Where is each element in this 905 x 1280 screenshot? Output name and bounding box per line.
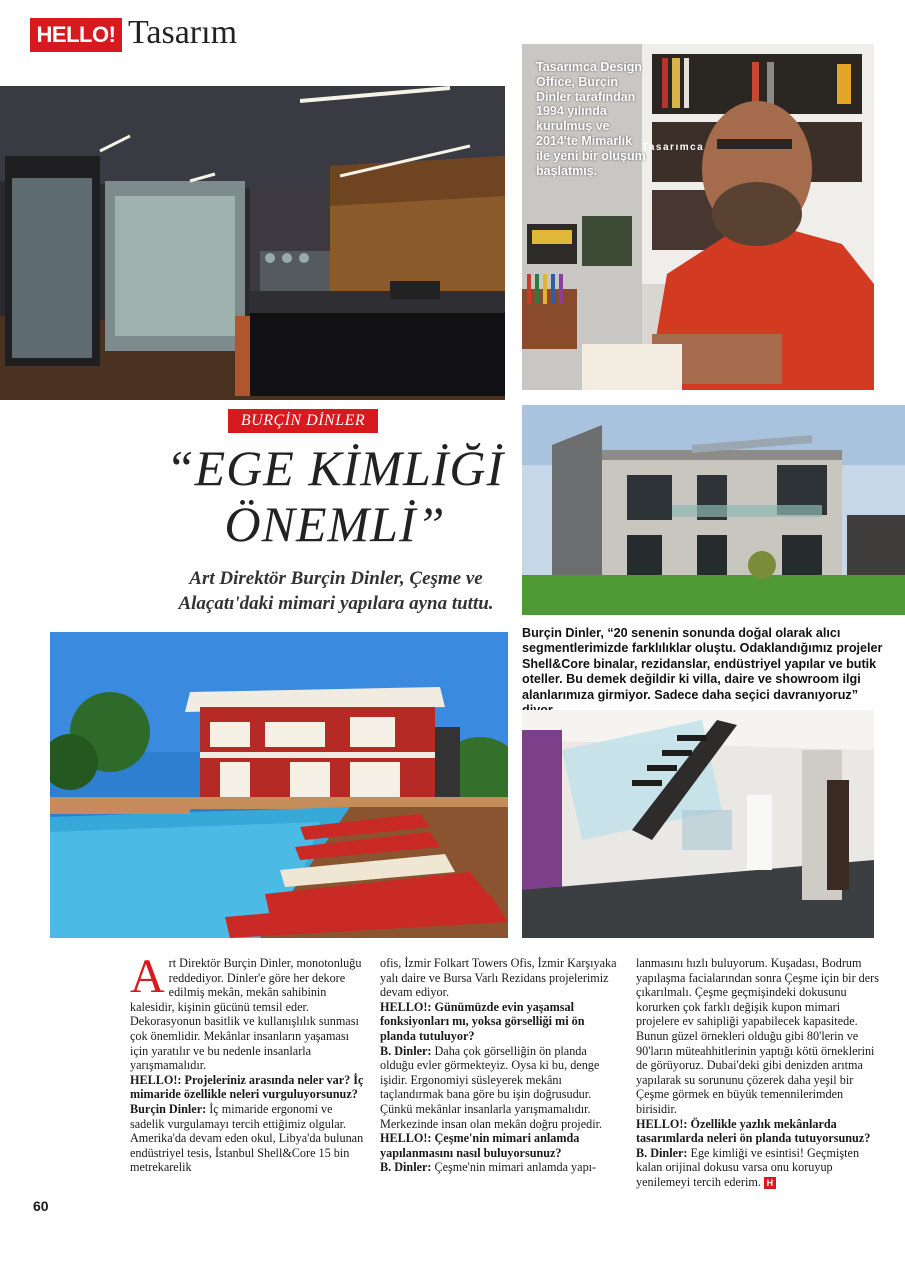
answer <box>636 1146 886 1190</box>
headline-line-1: “EGE KİMLİĞİ <box>165 440 505 496</box>
section-title: Tasarım <box>128 14 238 51</box>
portrait-caption: Tasarımca Design Office, Burçin Dinler tarafından 1994 yılında kurulmuş ve 2014'te Mimarlık ile yeni bir oluşum başlatmış. <box>536 60 646 178</box>
headline <box>150 440 520 552</box>
answer-lead: B. Dinler: <box>636 1145 688 1160</box>
office-interior-photo <box>0 86 505 400</box>
watermark-text: Tasarımca <box>642 142 705 153</box>
question: HELLO!: Projeleriniz arasında neler var? İç mimaride özellikle neleri vurguluyorsunuz? <box>130 1072 364 1102</box>
answer <box>380 1160 620 1175</box>
staircase-interior-photo <box>522 710 874 938</box>
question: HELLO!: Özellikle yazlık mekânlarda tasarımlarda neleri ön planda tutuyorsunuz? <box>636 1116 871 1146</box>
body-column-1 <box>130 950 368 1175</box>
body-column-3 <box>636 956 886 1190</box>
page-number: 60 <box>33 1198 49 1214</box>
hello-logo: HELLO! <box>30 18 122 52</box>
paragraph: ofis, İzmir Folkart Towers Ofis, İzmir Karşıyaka yalı daire ve Bursa Varlı Rezidans projelerimiz devam ediyor. <box>380 956 617 1000</box>
answer-lead: B. Dinler: <box>380 1043 432 1058</box>
answer <box>380 1044 620 1132</box>
paragraph: lanmasını hızlı buluyorum. Kuşadası, Bodrum yapılaşma facialarından sonra Çeşme için bir ders çıkarılmalı. Çeşme geçmişindeki dokusunu korurken çok farklı değişik kupon mimari projelere ev sahipliği yapabilecek kapasitede. Bunun güzel örnekleri olduğu gibi 80'lerin ve 90'ların müteahhitlerinin yaptığı kötü örneklerini de görüyoruz. Dubai'deki gibi denizden arıtma yapılarak su sorununu çözerek daha yeşil bir Çeşme görmek en büyük temennilerimden birisidir. <box>636 956 879 1116</box>
answer-text: Ege kimliği ve esintisi! Geçmişten kalan orijinal dokusu varsa onu koruyup yenilemeyi tercih ederim. <box>636 1145 860 1189</box>
question: HELLO!: Günümüzde evin yaşamsal fonksiyonları mı, yoksa görselliği mi ön planda tutuluyor? <box>380 999 585 1043</box>
intro-paragraph: rt Direktör Burçin Dinler, monotonluğu reddediyor. Dinler'e göre her dekore edilmiş mekân, mekân sahibinin kalesidir, kişinin gücünü temsil eder. Dekorasyonun basitlik ve kullanışlılık sunması çok önemlidir. Mekânlar insanların yaşaması için yaratılır ve bu nedenle insanlarla yarışmamalıdır. <box>130 956 362 1073</box>
subheadline: Art Direktör Burçin Dinler, Çeşme ve Alaçatı'daki mimari yapılara ayna tuttu. <box>178 568 494 614</box>
red-villa-pool-photo <box>50 632 508 938</box>
answer <box>130 1102 368 1175</box>
answer-text: Çeşme'nin mimari anlamda yapı- <box>434 1160 597 1175</box>
quote-caption: Burçin Dinler, “20 senenin sonunda doğal olarak alıcı segmentlerimizde farklılıklar oluştu. Odaklandığımız projeler Shell&Core binalar, rezidanslar, endüstriyel yapılar ve butik oteller. Bu demek değildir ki villa, daire ve showroom ilgi alanlarımıza girmiyor. Sadece daha seçici davranıyoruz” <box>522 626 883 702</box>
answer-text: İç mimaride ergonomi ve sadelik vurgulamayı tercih ettiğimiz olgular. Amerika'da devam eden okul, Libya'da bulunan endüstriyel tesis, İstanbul Shell&Core 15 bin metrekarelik <box>130 1101 364 1175</box>
name-tag: BURÇİN DİNLER <box>228 409 378 433</box>
answer-lead: Burçin Dinler: <box>130 1101 207 1116</box>
answer-text: Daha çok görselliğin ön planda olduğu evler görmekteyiz. Oysa ki bu, denge işidir. Ergonomiyi süsleyerek mekânı taçlandırmak bana göre bu işin doğrusudur. Çünkü mekânlar insanlarla yarışmamalıdır. Merkezinde insan olan mekân doğru projedir. <box>380 1043 603 1131</box>
dropcap: A <box>130 950 165 1003</box>
body-column-2 <box>380 956 620 1175</box>
end-mark-icon: H <box>764 1177 776 1189</box>
question: HELLO!: Çeşme'nin mimari anlamda yapılanmasını nasıl buluyorsunuz? <box>380 1131 580 1160</box>
page-strip <box>112 72 512 86</box>
answer-lead: B. Dinler: <box>380 1160 432 1175</box>
headline-line-2: ÖNEMLİ” <box>224 496 446 552</box>
modern-villa-photo <box>522 405 905 615</box>
